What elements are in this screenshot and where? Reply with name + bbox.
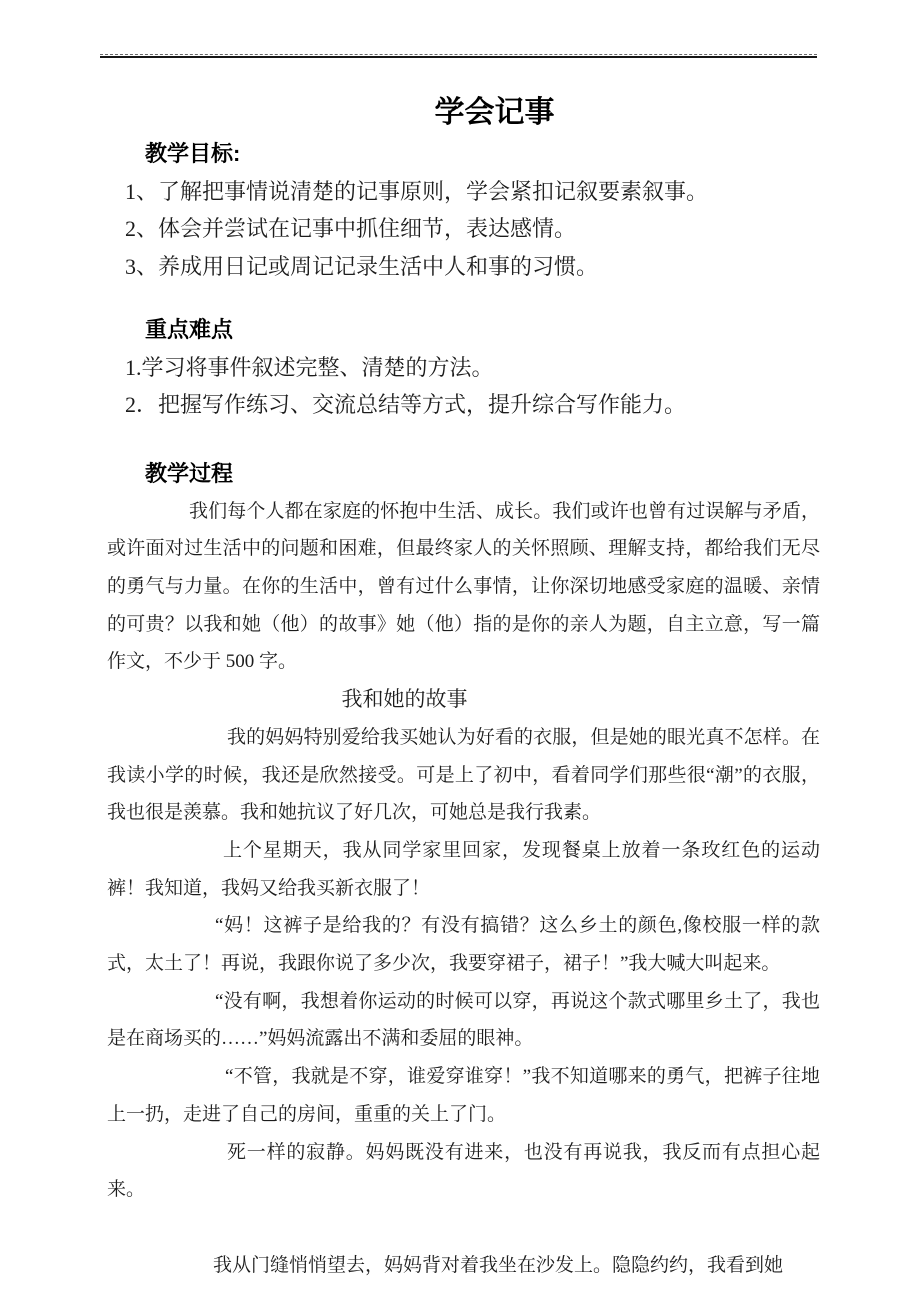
objective-item: 3、养成用日记或周记记录生活中人和事的习惯。 <box>125 254 599 280</box>
key-point-item: 1.学习将事件叙述完整、清楚的方法。 <box>125 354 494 380</box>
header-rule <box>100 54 817 58</box>
essay-paragraph: “妈！这裤子是给我的？有没有搞错？这么乡土的颜色,像校服一样的款式，太土了！再说，我跟你说了多少次，我要穿裙子，裙子！”我大喊大叫起来。 <box>107 915 820 975</box>
essay-paragraph: 死一样的寂静。妈妈既没有进来，也没有再说我，我反而有点担心起来。 <box>107 1141 820 1201</box>
heading-objectives: 教学目标: <box>145 141 241 166</box>
essay-paragraph: “不管，我就是不穿，谁爱穿谁穿！”我不知道哪来的勇气，把裤子往地上一扔，走进了自己的房间，重重的关上了门。 <box>107 1066 820 1125</box>
objective-item: 2、体会并尝试在记事中抓住细节，表达感情。 <box>125 216 577 242</box>
heading-process: 教学过程 <box>145 460 234 486</box>
essay-paragraph: “没有啊，我想着你运动的时候可以穿，再说这个款式哪里乡土了，我也是在商场买的……”妈妈流露出不满和委屈的眼神。 <box>107 990 820 1050</box>
essay-paragraph: 上个星期天，我从同学家里回家，发现餐桌上放着一条玫红色的运动裤！我知道，我妈又给我买新衣服了！ <box>107 839 820 899</box>
essay-title: 我和她的故事 <box>341 687 468 712</box>
heading-key-points: 重点难点 <box>145 316 234 342</box>
document-title: 学会记事 <box>434 96 555 129</box>
document-body <box>107 135 820 1285</box>
key-point-item: 2．把握写作练习、交流总结等方式，提升综合写作能力。 <box>125 392 687 418</box>
essay-paragraph: 我从门缝悄悄望去，妈妈背对着我坐在沙发上。隐隐约约，我看到她 <box>213 1254 784 1276</box>
essay-paragraph: 我的妈妈特别爱给我买她认为好看的衣服，但是她的眼光真不怎样。在我读小学的时候，我还是欣然接受。可是上了初中，看着同学们那些很“潮”的衣服，我也很是羡慕。我和她抗议了好几次，可她总是我行我素。 <box>107 726 820 824</box>
objective-item: 1、了解把事情说清楚的记事原则，学会紧扣记叙要素叙事。 <box>125 178 709 204</box>
process-intro-paragraph: 我们每个人都在家庭的怀抱中生活、成长。我们或许也曾有过误解与矛盾，或许面对过生活中的问题和困难，但最终家人的关怀照顾、理解支持，都给我们无尽的勇气与力量。在你的生活中，曾有过什么事情，让你深切地感受家庭的温暖、亲情的可贵？以我和她（他）的故事》她（他）指的是你的亲人为题，自主立意，写一篇作文，不少于 500 字。 <box>107 500 820 673</box>
